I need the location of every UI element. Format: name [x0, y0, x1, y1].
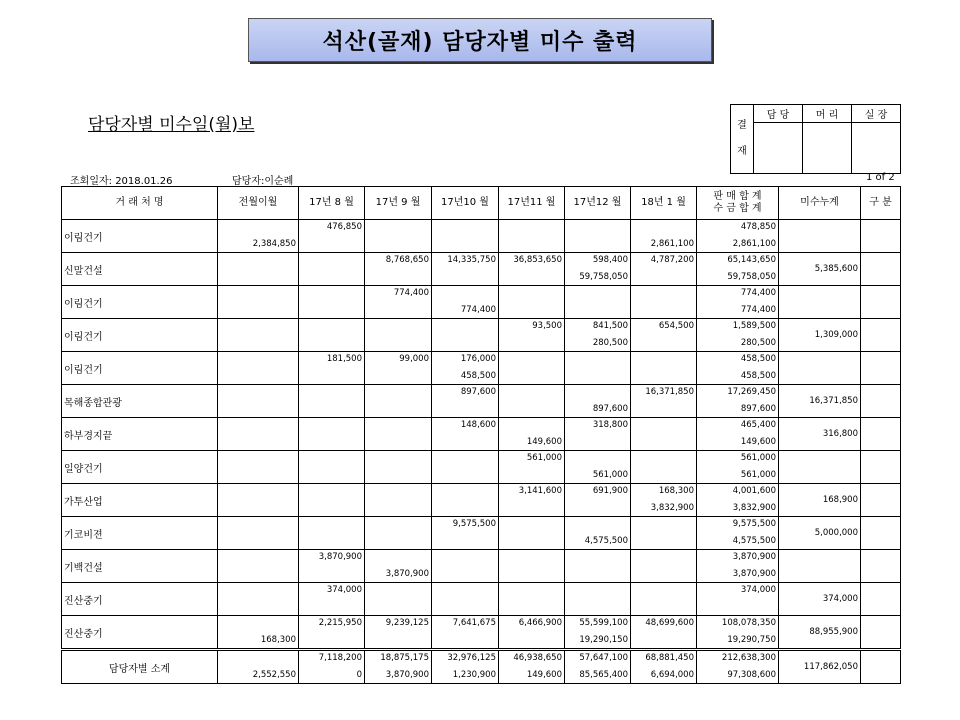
sales-amount: 7,118,200 — [318, 653, 362, 663]
amount-cell — [299, 319, 365, 352]
approval-label-top: 결 — [737, 120, 747, 131]
column-header: 구 분 — [861, 187, 901, 220]
amount-cell — [299, 253, 365, 286]
amount-cell — [218, 220, 299, 253]
amount-cell — [499, 484, 565, 517]
page-indicator: 1 of 2 — [866, 172, 895, 183]
amount-cell — [218, 253, 299, 286]
amount-cell — [218, 418, 299, 451]
sales-amount: 774,400 — [393, 288, 429, 298]
banner-title: 석산(골재) 담당자별 미수 출력 — [248, 18, 712, 62]
receivable-total: 316,800 — [779, 418, 861, 451]
amount-cell — [697, 319, 779, 352]
amount-cell — [565, 650, 631, 684]
table-row[interactable] — [62, 484, 901, 517]
sales-amount: 168,300 — [658, 486, 694, 496]
amount-cell — [499, 583, 565, 616]
amount-cell — [365, 616, 432, 650]
sales-amount: 4,001,600 — [732, 486, 776, 496]
amount-cell — [218, 286, 299, 319]
sales-amount: 774,400 — [740, 288, 776, 298]
amount-cell — [499, 352, 565, 385]
column-header: 17년12 월 — [565, 187, 631, 220]
sales-amount: 18,875,175 — [380, 653, 429, 663]
amount-cell — [432, 650, 499, 684]
amount-cell — [697, 418, 779, 451]
collected-amount: 97,308,600 — [727, 670, 776, 680]
amount-cell — [365, 517, 432, 550]
collected-amount: 2,861,100 — [732, 239, 776, 249]
collected-amount: 85,565,400 — [579, 670, 628, 680]
amount-cell — [432, 616, 499, 650]
amount-cell — [365, 583, 432, 616]
column-header: 17년 9 월 — [365, 187, 432, 220]
amount-cell — [499, 616, 565, 650]
amount-cell — [499, 517, 565, 550]
amount-cell — [565, 484, 631, 517]
amount-cell — [697, 650, 779, 684]
amount-cell — [697, 550, 779, 583]
amount-cell — [218, 319, 299, 352]
amount-cell — [432, 517, 499, 550]
sales-amount: 374,000 — [326, 585, 362, 595]
category-cell — [861, 286, 901, 319]
approval-col-staff: 담 당 — [754, 105, 803, 123]
amount-cell — [565, 583, 631, 616]
sales-amount: 3,870,900 — [732, 552, 776, 562]
category-cell — [861, 451, 901, 484]
collected-amount: 3,870,900 — [732, 569, 776, 579]
amount-cell — [432, 418, 499, 451]
receivable-total: 88,955,900 — [779, 616, 861, 650]
sales-amount: 46,938,650 — [513, 653, 562, 663]
collected-amount: 280,500 — [592, 338, 628, 348]
table-row[interactable] — [62, 451, 901, 484]
amount-cell — [365, 286, 432, 319]
amount-cell — [299, 650, 365, 684]
receivable-total: 1,309,000 — [779, 319, 861, 352]
sales-amount: 691,900 — [592, 486, 628, 496]
collected-amount: 59,758,050 — [727, 272, 776, 282]
amount-cell — [299, 418, 365, 451]
column-header: 거 래 처 명 — [62, 187, 218, 220]
amount-cell — [565, 385, 631, 418]
sales-amount: 212,638,300 — [721, 653, 776, 663]
sales-amount: 476,850 — [326, 222, 362, 232]
sales-amount: 14,335,750 — [447, 255, 496, 265]
sales-amount: 1,589,500 — [732, 321, 776, 331]
sales-amount: 897,600 — [460, 387, 496, 397]
customer-name: 신말건설 — [62, 253, 218, 286]
amount-cell — [565, 319, 631, 352]
amount-cell — [365, 220, 432, 253]
amount-cell — [432, 583, 499, 616]
category-cell — [861, 650, 901, 684]
sales-amount: 9,239,125 — [385, 618, 429, 628]
amount-cell — [499, 253, 565, 286]
table-row[interactable] — [62, 385, 901, 418]
sales-amount: 561,000 — [526, 453, 562, 463]
amount-cell — [697, 616, 779, 650]
amount-cell — [697, 517, 779, 550]
sales-amount: 176,000 — [460, 354, 496, 364]
amount-cell — [299, 583, 365, 616]
amount-cell — [218, 517, 299, 550]
approval-label-bottom: 재 — [737, 146, 747, 157]
subtotal-label: 담당자별 소계 — [62, 650, 218, 684]
sales-amount: 68,881,450 — [645, 653, 694, 663]
amount-cell — [697, 220, 779, 253]
amount-cell — [499, 220, 565, 253]
sales-amount: 57,647,100 — [579, 653, 628, 663]
amount-cell — [218, 550, 299, 583]
amount-cell — [631, 583, 697, 616]
sales-amount: 841,500 — [592, 321, 628, 331]
amount-cell — [218, 616, 299, 650]
table-row[interactable] — [62, 517, 901, 550]
amount-cell — [697, 385, 779, 418]
customer-name: 이림건기 — [62, 220, 218, 253]
amount-cell — [365, 451, 432, 484]
collected-amount: 2,384,850 — [252, 239, 296, 249]
customer-name: 진산중기 — [62, 616, 218, 650]
amount-cell — [299, 484, 365, 517]
amount-cell — [365, 385, 432, 418]
collected-amount: 3,832,900 — [732, 503, 776, 513]
customer-name: 이림건기 — [62, 286, 218, 319]
customer-name: 하부경지끝 — [62, 418, 218, 451]
amount-cell — [631, 650, 697, 684]
sales-amount: 3,870,900 — [318, 552, 362, 562]
amount-cell — [631, 352, 697, 385]
amount-cell — [631, 484, 697, 517]
amount-cell — [432, 220, 499, 253]
customer-name: 가투산업 — [62, 484, 218, 517]
customer-name: 목해종합관광 — [62, 385, 218, 418]
category-cell — [861, 616, 901, 650]
category-cell — [861, 484, 901, 517]
collected-amount: 897,600 — [592, 404, 628, 414]
sales-amount: 17,269,450 — [727, 387, 776, 397]
column-header: 18년 1 월 — [631, 187, 697, 220]
column-header: 판 매 합 계 수 금 합 계 — [697, 187, 779, 220]
category-cell — [861, 253, 901, 286]
amount-cell — [365, 352, 432, 385]
query-date: 조회일자: 2018.01.26 — [70, 176, 173, 187]
amount-cell — [299, 517, 365, 550]
amount-cell — [218, 583, 299, 616]
sales-amount: 6,466,900 — [518, 618, 562, 628]
amount-cell — [299, 550, 365, 583]
category-cell — [861, 319, 901, 352]
collected-amount: 3,832,900 — [650, 503, 694, 513]
receivable-total — [779, 451, 861, 484]
collected-amount: 6,694,000 — [650, 670, 694, 680]
amount-cell — [631, 319, 697, 352]
receivables-table — [61, 186, 901, 684]
table-row[interactable] — [62, 352, 901, 385]
amount-cell — [565, 517, 631, 550]
amount-cell — [365, 319, 432, 352]
category-cell — [861, 418, 901, 451]
column-header: 미수누계 — [779, 187, 861, 220]
amount-cell — [697, 253, 779, 286]
sales-amount: 32,976,125 — [447, 653, 496, 663]
sales-amount: 7,641,675 — [452, 618, 496, 628]
table-row[interactable] — [62, 253, 901, 286]
customer-name: 기코비젼 — [62, 517, 218, 550]
subtotal-row[interactable] — [62, 650, 901, 684]
approval-sign-1[interactable] — [754, 123, 803, 174]
customer-name: 이림건기 — [62, 352, 218, 385]
amount-cell — [631, 418, 697, 451]
sales-amount: 65,143,650 — [727, 255, 776, 265]
amount-cell — [565, 451, 631, 484]
table-row[interactable] — [62, 583, 901, 616]
sales-amount: 55,599,100 — [579, 618, 628, 628]
amount-cell — [565, 286, 631, 319]
amount-cell — [218, 385, 299, 418]
amount-cell — [299, 286, 365, 319]
amount-cell — [432, 550, 499, 583]
amount-cell — [432, 484, 499, 517]
category-cell — [861, 385, 901, 418]
amount-cell — [565, 220, 631, 253]
sales-amount: 561,000 — [740, 453, 776, 463]
receivable-total — [779, 550, 861, 583]
amount-cell — [631, 517, 697, 550]
report-title: 담당자별 미수일(월)보 — [88, 115, 255, 135]
sales-amount: 9,575,500 — [452, 519, 496, 529]
table-row[interactable] — [62, 616, 901, 650]
collected-amount: 774,400 — [740, 305, 776, 315]
amount-cell — [299, 385, 365, 418]
amount-cell — [432, 286, 499, 319]
category-cell — [861, 550, 901, 583]
amount-cell — [299, 220, 365, 253]
collected-amount: 1,230,900 — [452, 670, 496, 680]
table-row[interactable] — [62, 220, 901, 253]
amount-cell — [631, 616, 697, 650]
approval-sign-2[interactable] — [803, 123, 852, 174]
collected-amount: 561,000 — [740, 470, 776, 480]
category-cell — [861, 220, 901, 253]
receivable-total: 168,900 — [779, 484, 861, 517]
collected-amount: 59,758,050 — [579, 272, 628, 282]
amount-cell — [565, 616, 631, 650]
sales-amount: 16,371,850 — [645, 387, 694, 397]
receivable-total — [779, 220, 861, 253]
amount-cell — [432, 451, 499, 484]
amount-cell — [218, 484, 299, 517]
amount-cell — [499, 319, 565, 352]
amount-cell — [499, 650, 565, 684]
collected-amount: 458,500 — [740, 371, 776, 381]
category-cell — [861, 583, 901, 616]
collected-amount: 2,552,550 — [252, 670, 296, 680]
amount-cell — [299, 352, 365, 385]
amount-cell — [631, 550, 697, 583]
receivable-total: 5,000,000 — [779, 517, 861, 550]
amount-cell — [697, 286, 779, 319]
amount-cell — [365, 550, 432, 583]
amount-cell — [432, 352, 499, 385]
customer-name: 일양건기 — [62, 451, 218, 484]
sales-amount: 9,575,500 — [732, 519, 776, 529]
sales-amount: 465,400 — [740, 420, 776, 430]
collected-amount: 3,870,900 — [385, 569, 429, 579]
sales-amount: 108,078,350 — [721, 618, 776, 628]
amount-cell — [697, 583, 779, 616]
customer-name: 이림건기 — [62, 319, 218, 352]
table-header-row — [62, 187, 901, 220]
table-row[interactable] — [62, 286, 901, 319]
amount-cell — [565, 253, 631, 286]
amount-cell — [631, 253, 697, 286]
amount-cell — [218, 451, 299, 484]
collected-amount: 149,600 — [526, 670, 562, 680]
sales-amount: 2,215,950 — [318, 618, 362, 628]
amount-cell — [365, 484, 432, 517]
sales-amount: 458,500 — [740, 354, 776, 364]
sales-amount: 654,500 — [658, 321, 694, 331]
receivable-total: 374,000 — [779, 583, 861, 616]
amount-cell — [565, 418, 631, 451]
amount-cell — [631, 385, 697, 418]
amount-cell — [565, 352, 631, 385]
customer-name: 기백건설 — [62, 550, 218, 583]
sales-amount: 478,850 — [740, 222, 776, 232]
sales-amount: 36,853,650 — [513, 255, 562, 265]
sales-amount: 8,768,650 — [385, 255, 429, 265]
table-row[interactable] — [62, 418, 901, 451]
receivable-total: 5,385,600 — [779, 253, 861, 286]
manager-name: 담당자:이순례 — [232, 176, 294, 187]
collected-amount: 149,600 — [526, 437, 562, 447]
amount-cell — [299, 451, 365, 484]
sales-amount: 3,141,600 — [518, 486, 562, 496]
collected-amount: 4,575,500 — [732, 536, 776, 546]
sales-amount: 99,000 — [399, 354, 429, 364]
approval-col-head: 머 리 — [803, 105, 852, 123]
amount-cell — [499, 385, 565, 418]
collected-amount: 897,600 — [740, 404, 776, 414]
amount-cell — [499, 418, 565, 451]
sales-amount: 374,000 — [740, 585, 776, 595]
amount-cell — [365, 253, 432, 286]
collected-amount: 4,575,500 — [584, 536, 628, 546]
amount-cell — [631, 451, 697, 484]
amount-cell — [697, 451, 779, 484]
column-header: 17년10 월 — [432, 187, 499, 220]
amount-cell — [697, 352, 779, 385]
amount-cell — [218, 352, 299, 385]
collected-amount: 458,500 — [460, 371, 496, 381]
amount-cell — [697, 484, 779, 517]
sales-amount: 181,500 — [326, 354, 362, 364]
column-header: 17년 8 월 — [299, 187, 365, 220]
amount-cell — [432, 253, 499, 286]
receivable-total — [779, 352, 861, 385]
collected-amount: 774,400 — [460, 305, 496, 315]
sales-amount: 4,787,200 — [650, 255, 694, 265]
receivable-total — [779, 286, 861, 319]
amount-cell — [499, 451, 565, 484]
approval-sign-3[interactable] — [852, 123, 901, 174]
collected-amount: 149,600 — [740, 437, 776, 447]
amount-cell — [631, 286, 697, 319]
amount-cell — [432, 319, 499, 352]
category-cell — [861, 517, 901, 550]
amount-cell — [565, 550, 631, 583]
amount-cell — [432, 385, 499, 418]
receivable-total: 16,371,850 — [779, 385, 861, 418]
amount-cell — [499, 550, 565, 583]
category-cell — [861, 352, 901, 385]
sales-amount: 598,400 — [592, 255, 628, 265]
collected-amount: 0 — [356, 670, 362, 680]
sales-amount: 318,800 — [592, 420, 628, 430]
sales-amount: 93,500 — [532, 321, 562, 331]
collected-amount: 168,300 — [260, 635, 296, 645]
sales-amount: 48,699,600 — [645, 618, 694, 628]
amount-cell — [299, 616, 365, 650]
sales-amount: 148,600 — [460, 420, 496, 430]
amount-cell — [631, 220, 697, 253]
amount-cell — [499, 286, 565, 319]
collected-amount: 19,290,750 — [727, 635, 776, 645]
approval-col-director: 실 장 — [852, 105, 901, 123]
collected-amount: 561,000 — [592, 470, 628, 480]
amount-cell — [365, 650, 432, 684]
table-row[interactable] — [62, 319, 901, 352]
column-header: 전월이월 — [218, 187, 299, 220]
collected-amount: 280,500 — [740, 338, 776, 348]
customer-name: 진산중기 — [62, 583, 218, 616]
collected-amount: 2,861,100 — [650, 239, 694, 249]
amount-cell — [365, 418, 432, 451]
amount-cell — [218, 650, 299, 684]
approval-box — [730, 104, 901, 174]
column-header: 17년11 월 — [499, 187, 565, 220]
collected-amount: 19,290,150 — [579, 635, 628, 645]
table-row[interactable] — [62, 550, 901, 583]
receivable-total: 117,862,050 — [779, 650, 861, 684]
collected-amount: 3,870,900 — [385, 670, 429, 680]
